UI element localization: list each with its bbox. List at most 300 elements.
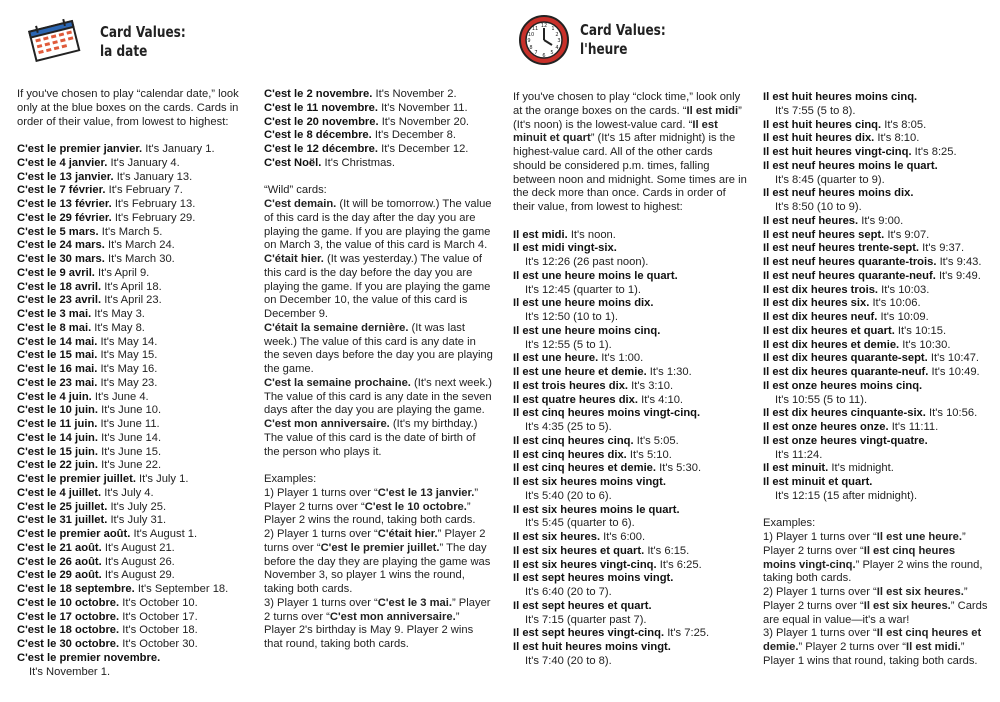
date-card-item xyxy=(17,294,257,308)
time-card-french: Il est sept heures moins vingt. xyxy=(513,572,674,585)
ex-french: C'est le premier juillet. xyxy=(320,541,440,554)
clock-icon xyxy=(518,14,570,66)
time-card-french: Il est six heures vingt-cinq. xyxy=(513,558,657,571)
date-intro-line3: order of their value, from lowest to highest: xyxy=(17,115,229,128)
date-card-translation: It's August 1. xyxy=(133,528,198,540)
time-card-french: Il est cinq heures dix. xyxy=(513,448,627,461)
date-card-translation: It's November 20. xyxy=(381,115,470,128)
time-card-translation: It's 9:07. xyxy=(887,228,930,241)
time-card-item xyxy=(763,242,988,256)
date-card-translation: It's June 15. xyxy=(101,445,162,458)
date-card-item xyxy=(17,363,257,377)
date-card-translation: It's March 24. xyxy=(107,239,175,252)
date-intro-line1: If you've chosen to play “calendar date,” look xyxy=(17,88,239,100)
date-card-list-1 xyxy=(17,143,257,652)
date-card-item xyxy=(17,212,257,226)
time-card-item xyxy=(513,325,748,339)
time-card-translation: It's 5:45 (quarter to 6). xyxy=(525,517,635,530)
time-card-item xyxy=(763,435,988,449)
date-card-item xyxy=(17,267,257,281)
time-card-item xyxy=(763,132,988,146)
wild-demain-text: (It will be tomorrow.) The value of this card is the day after the day you are playing the game. If you are playing the game on March 3, the value of this card is March 4. xyxy=(264,198,492,252)
time-card-french: Il est midi. xyxy=(513,228,568,241)
ex-text: ” Player 2's birthday is May 9. Player 2 wins that round, taking both cards. xyxy=(264,610,474,650)
date-card-translation: It's May 8. xyxy=(94,321,145,334)
ex-text: 1) Player 1 turns over “ xyxy=(763,531,877,543)
ex-french: C'est le 10 octobre. xyxy=(364,500,467,513)
time-card-item xyxy=(763,256,988,270)
time-card-item xyxy=(513,627,748,641)
time-card-french: Il est cinq heures moins vingt-cinq. xyxy=(513,407,701,420)
time-card-french: Il est trois heures dix. xyxy=(513,379,629,392)
time-card-translation: It's 6:00. xyxy=(603,531,646,543)
ex-text: ” Player 2 turns over “ xyxy=(763,586,968,612)
time-card-list-2 xyxy=(763,91,988,504)
wild-hier xyxy=(264,253,494,322)
date-card-item xyxy=(17,308,257,322)
wild-anniv-text: (It's my birthday.) The value of this card is the date of birth of the person who plays it. xyxy=(264,418,478,458)
time-header xyxy=(518,14,690,66)
time-card-item xyxy=(763,160,988,174)
time-card-translation: It's 12:26 (26 past noon). xyxy=(525,256,649,268)
time-card-item xyxy=(763,339,988,353)
date-card-item xyxy=(17,404,257,418)
date-card-french: C'est le 12 décembre. xyxy=(264,143,378,155)
date-card-french: C'est le 15 mai. xyxy=(17,349,98,362)
intro-text: If you've chosen to play “clock time,” look only at the orange boxes on the cards. “ xyxy=(513,91,741,117)
time-card-item xyxy=(513,531,748,545)
ex-text: ” Player 2 turns over “ xyxy=(264,486,479,513)
ex-french: C'était hier. xyxy=(377,528,438,540)
time-card-translation: It's 10:09. xyxy=(880,311,929,323)
time-card-item xyxy=(763,380,988,394)
svg-text:2: 2 xyxy=(555,32,559,38)
time-card-item xyxy=(513,476,748,490)
date-card-item xyxy=(17,171,257,185)
ex-text: ” Player 2 turns over “ xyxy=(264,528,486,554)
time-card-item xyxy=(513,572,748,586)
time-card-translation: It's 1:00. xyxy=(601,352,644,365)
ex-text: 1) Player 1 turns over “ xyxy=(264,486,378,499)
date-card-french: C'est le 18 octobre. xyxy=(17,624,120,637)
svg-text:1: 1 xyxy=(551,26,555,32)
ex-text: 3) Player 1 turns over “ xyxy=(763,627,877,640)
date-card-translation: It's February 7. xyxy=(108,184,183,197)
time-card-french: Il est huit heures moins cinq. xyxy=(763,91,918,103)
time-card-french: Il est dix heures et quart. xyxy=(763,324,895,337)
date-card-french: C'est le 29 février. xyxy=(17,211,112,224)
date-card-item xyxy=(264,143,494,157)
date-card-item xyxy=(17,184,257,198)
date-card-item xyxy=(17,198,257,212)
time-column-1 xyxy=(513,91,748,669)
date-card-translation: It's August 29. xyxy=(104,569,175,582)
date-card-french: C'est le 20 novembre. xyxy=(264,115,379,128)
time-card-translation: It's 8:05. xyxy=(884,118,927,131)
date-card-french: C'est le premier novembre. xyxy=(17,651,161,664)
time-card-french: Il est quatre heures dix. xyxy=(513,393,638,406)
time-card-translation: It's 4:10. xyxy=(641,393,684,406)
ex-french: Il est six heures. xyxy=(863,599,951,612)
time-card-french: Il est six heures moins vingt. xyxy=(513,476,666,488)
ex-french: Il est cinq heures moins vingt-cinq. xyxy=(763,544,956,571)
time-card-french: Il est une heure. xyxy=(513,352,599,365)
date-card-french: C'est le 10 juin. xyxy=(17,404,99,417)
date-card-french: C'est le 23 avril. xyxy=(17,294,102,307)
time-card-item xyxy=(763,187,988,201)
ex-french: C'est le 13 janvier. xyxy=(377,486,475,499)
date-card-french: C'est le 8 mai. xyxy=(17,321,92,334)
time-card-translation: It's 6:15. xyxy=(647,544,690,557)
date-card-item xyxy=(17,143,257,157)
wild-hier-text: (It was yesterday.) The value of this card is the day before the day you are playing the game. If you are playing the game on December 10, the value of this card is December 9. xyxy=(264,253,491,320)
date-card-translation: It's April 18. xyxy=(104,280,162,293)
wild-prochaine-french: C'est la semaine prochaine. xyxy=(264,376,411,389)
time-card-translation: It's 10:30. xyxy=(902,338,951,351)
time-card-french: Il est huit heures dix. xyxy=(763,132,875,145)
time-card-french: Il est sept heures et quart. xyxy=(513,599,652,612)
svg-text:9: 9 xyxy=(527,38,531,44)
date-card-item xyxy=(17,473,257,487)
time-card-french: Il est minuit et quart. xyxy=(763,476,873,488)
ex-french: Il est six heures. xyxy=(876,586,964,598)
date-card-item xyxy=(17,239,257,253)
time-card-french: Il est minuit. xyxy=(763,462,829,475)
date-card-item xyxy=(17,583,257,597)
time-card-translation: It's 10:15. xyxy=(897,324,947,337)
time-card-translation: It's 11:11. xyxy=(891,421,939,433)
date-card-translation: It's November 2. xyxy=(375,88,457,100)
date-card-translation: It's October 10. xyxy=(122,596,198,609)
time-examples-heading: Examples: xyxy=(763,517,816,530)
date-card-item xyxy=(17,597,257,611)
time-card-item xyxy=(763,366,988,380)
ex-text: ” Player 2 turns over “ xyxy=(763,531,966,557)
time-card-translation: It's 6:25. xyxy=(659,558,702,571)
time-card-french: Il est huit heures moins vingt. xyxy=(513,641,671,653)
ex-text: ” Player 2 wins the round, taking both cards. xyxy=(264,500,476,527)
time-card-item xyxy=(513,545,748,559)
time-card-translation: It's 12:55 (5 to 1). xyxy=(525,338,612,351)
time-card-french: Il est dix heures et demie. xyxy=(763,338,900,351)
time-card-item xyxy=(763,146,988,160)
time-example-3 xyxy=(763,627,988,668)
ex-text: 2) Player 1 turns over “ xyxy=(264,528,378,540)
wild-anniversaire xyxy=(264,418,494,459)
time-card-translation: It's 8:45 (quarter to 9). xyxy=(775,173,885,186)
date-card-translation: It's November 1. xyxy=(29,665,111,678)
date-column-2 xyxy=(264,88,494,652)
time-card-translation: It's 12:15 (15 after midnight). xyxy=(775,489,918,502)
date-card-french: C'est le 8 décembre. xyxy=(264,129,372,142)
time-card-item xyxy=(513,504,748,518)
time-card-translation: It's 6:40 (20 to 7). xyxy=(525,586,612,598)
time-example-1 xyxy=(763,531,988,586)
date-card-french: C'est le 5 mars. xyxy=(17,225,99,238)
time-card-translation: It's 9:49. xyxy=(938,269,981,282)
ex-text: 2) Player 1 turns over “ xyxy=(763,586,877,598)
date-card-translation: It's August 26. xyxy=(104,555,175,568)
ex-text: ” Cards are equal in value—it's a war! xyxy=(763,599,988,626)
date-card-item xyxy=(17,638,257,652)
date-card-item xyxy=(17,281,257,295)
time-card-french: Il est sept heures vingt-cinq. xyxy=(513,627,665,640)
time-card-french: Il est dix heures quarante-neuf. xyxy=(763,366,929,378)
date-card-translation: It's October 17. xyxy=(122,610,198,623)
date-card-item xyxy=(17,459,257,473)
date-card-item xyxy=(17,569,257,583)
ex-text: ” Player 2 wins the round, taking both cards. xyxy=(763,558,983,585)
time-card-translation: It's 10:47. xyxy=(930,352,980,365)
date-card-french: C'est le 17 octobre. xyxy=(17,610,120,623)
ex-text: ” The day before the day they are playing the game was November 3, so player 1 wins the round, taking both cards. xyxy=(264,541,491,595)
date-card-translation: It's June 10. xyxy=(101,404,162,417)
time-card-french: Il est six heures et quart. xyxy=(513,544,645,557)
date-card-translation: It's June 22. xyxy=(101,459,162,472)
time-card-item xyxy=(513,352,748,366)
time-card-french: Il est onze heures moins cinq. xyxy=(763,379,923,392)
date-card-translation: It's June 14. xyxy=(101,431,162,444)
time-card-item xyxy=(763,91,988,105)
ex-text: ” Player 2 turns over “ xyxy=(798,641,907,653)
ex-french: Il est une heure. xyxy=(876,531,962,543)
date-card-translation: It's October 30. xyxy=(122,638,198,650)
wild-prochaine xyxy=(264,377,494,418)
time-card-item xyxy=(763,352,988,366)
date-card-item xyxy=(17,253,257,267)
date-card-french: C'est le premier janvier. xyxy=(17,143,143,155)
date-card-translation: It's December 12. xyxy=(381,143,469,155)
date-card-translation: It's May 15. xyxy=(100,349,158,362)
time-card-translation: It's 1:30. xyxy=(649,366,692,378)
date-card-translation: It's January 4. xyxy=(110,156,180,169)
time-card-item xyxy=(513,462,748,476)
date-card-french: C'est le 29 août. xyxy=(17,569,102,582)
date-card-french: C'est le 26 août. xyxy=(17,555,102,568)
date-card-translation: It's November 11. xyxy=(381,101,468,114)
date-card-item xyxy=(17,501,257,515)
time-card-item xyxy=(763,476,988,490)
time-card-item xyxy=(763,325,988,339)
date-card-item xyxy=(17,624,257,638)
date-header xyxy=(26,18,210,62)
date-card-french: C'est le 4 juin. xyxy=(17,390,92,403)
date-card-item xyxy=(264,102,494,116)
intro-text: ” (It's noon) is the lowest-value card. “ xyxy=(513,104,742,131)
date-card-translation: It's August 21. xyxy=(104,541,175,554)
time-card-french: Il est dix heures trois. xyxy=(763,283,879,296)
svg-text:10: 10 xyxy=(527,32,535,38)
time-card-item xyxy=(513,559,748,573)
time-card-item xyxy=(763,462,988,476)
time-card-translation: It's 10:55 (5 to 11). xyxy=(775,393,868,406)
time-card-french: Il est onze heures vingt-quatre. xyxy=(763,434,928,447)
date-card-item xyxy=(17,446,257,460)
wild-anniv-french: C'est mon anniversaire. xyxy=(264,418,390,430)
time-card-french: Il est midi vingt-six. xyxy=(513,242,617,255)
time-card-translation: It's 7:25. xyxy=(667,627,710,640)
time-card-item xyxy=(513,366,748,380)
intro-french: Il est minuit et quart xyxy=(513,118,718,145)
date-card-item xyxy=(17,226,257,240)
time-example-2 xyxy=(763,586,988,627)
time-card-translation: It's 10:03. xyxy=(881,283,930,296)
svg-text:3: 3 xyxy=(557,38,561,44)
time-card-translation: It's 3:10. xyxy=(631,379,674,392)
date-card-translation: It's July 25. xyxy=(110,500,167,513)
time-card-french: Il est cinq heures et demie. xyxy=(513,462,657,475)
date-card-item xyxy=(17,157,257,171)
wild-demain xyxy=(264,198,494,253)
time-card-item xyxy=(513,394,748,408)
date-card-translation: It's January 13. xyxy=(116,170,193,183)
time-card-french: Il est une heure moins le quart. xyxy=(513,269,678,282)
time-card-item xyxy=(763,270,988,284)
time-card-translation: It's 7:15 (quarter past 7). xyxy=(525,613,647,626)
intro-text: ” (It's 15 after midnight) is the highest-value card. All of the other cards should be considered p.m. times, falling between noon and midnight. Some times are in the deck more than once. Cards in order of their value, from lowest to highest: xyxy=(513,132,747,213)
time-card-french: Il est dix heures cinquante-six. xyxy=(763,407,926,420)
date-card-french: C'est le premier août. xyxy=(17,528,131,540)
time-column-2 xyxy=(763,91,988,669)
date-card-french: C'est le 4 janvier. xyxy=(17,156,108,169)
date-card-item xyxy=(17,528,257,542)
time-card-item xyxy=(763,215,988,229)
date-card-item xyxy=(17,652,257,666)
time-card-item xyxy=(763,119,988,133)
date-card-translation: It's March 5. xyxy=(101,225,163,238)
date-card-french: C'est le 18 septembre. xyxy=(17,583,135,595)
date-card-item xyxy=(17,391,257,405)
date-card-item xyxy=(17,349,257,363)
date-title-line2: la date xyxy=(100,42,148,60)
svg-text:8: 8 xyxy=(529,45,533,51)
time-card-translation: It's noon. xyxy=(570,228,616,241)
date-card-translation: It's May 23. xyxy=(100,376,158,389)
time-card-french: Il est huit heures cinq. xyxy=(763,118,882,131)
time-card-item xyxy=(513,242,748,256)
time-card-item xyxy=(513,641,748,655)
date-card-translation: It's March 30. xyxy=(107,253,175,265)
time-title-line2: l'heure xyxy=(580,40,628,58)
date-card-french: C'est le 18 avril. xyxy=(17,280,102,293)
time-card-translation: It's 5:30. xyxy=(659,462,702,475)
date-card-item xyxy=(17,514,257,528)
date-card-item xyxy=(17,336,257,350)
time-card-translation: It's 8:50 (10 to 9). xyxy=(775,201,862,213)
date-card-translation: It's December 8. xyxy=(374,129,456,142)
time-card-french: Il est onze heures onze. xyxy=(763,421,889,433)
date-title-line1: Card Values: xyxy=(100,23,186,41)
date-intro-line2: only at the blue boxes on the cards. Cards in xyxy=(17,101,239,114)
time-card-translation: It's 7:55 (5 to 8). xyxy=(775,104,856,117)
time-card-item xyxy=(513,229,748,243)
wild-derniere-french: C'était la semaine dernière. xyxy=(264,321,409,334)
time-card-translation: It's 9:43. xyxy=(939,256,982,268)
svg-text:11: 11 xyxy=(531,26,539,32)
wild-derniere xyxy=(264,322,494,377)
time-card-translation: It's 5:05. xyxy=(636,434,679,447)
time-card-french: Il est neuf heures quarante-neuf. xyxy=(763,269,936,282)
time-card-french: Il est huit heures vingt-cinq. xyxy=(763,146,912,158)
wild-demain-french: C'est demain. xyxy=(264,198,337,210)
date-card-item xyxy=(17,487,257,501)
date-card-french: C'est le 15 juin. xyxy=(17,445,99,458)
date-card-translation: It's July 31. xyxy=(110,514,167,527)
ex-french: C'est le 3 mai. xyxy=(377,596,452,609)
date-card-translation: It's May 16. xyxy=(100,363,158,375)
time-card-item xyxy=(763,311,988,325)
date-card-item xyxy=(17,556,257,570)
date-card-translation: It's February 29. xyxy=(114,211,196,224)
time-card-french: Il est neuf heures moins dix. xyxy=(763,187,914,200)
ex-text: ” Player 2 turns over “ xyxy=(264,596,491,623)
time-card-french: Il est dix heures six. xyxy=(763,297,870,310)
time-card-french: Il est une heure moins dix. xyxy=(513,297,654,310)
time-card-translation: It's 12:50 (10 to 1). xyxy=(525,311,618,323)
date-card-french: C'est le premier juillet. xyxy=(17,473,136,485)
svg-text:12: 12 xyxy=(540,23,548,29)
time-intro xyxy=(513,91,748,215)
time-card-french: Il est neuf heures sept. xyxy=(763,228,885,241)
date-card-item xyxy=(17,611,257,625)
date-examples-heading: Examples: xyxy=(264,473,317,485)
date-card-french: C'est le 13 février. xyxy=(17,198,112,210)
wild-prochaine-text: (It's next week.) The value of this card is any date in the seven days after the day you are playing the game. xyxy=(264,376,493,417)
date-card-french: C'est le 11 juin. xyxy=(17,418,98,430)
time-card-french: Il est une heure moins cinq. xyxy=(513,324,661,337)
date-card-item xyxy=(264,129,494,143)
date-card-french: C'est le 9 avril. xyxy=(17,266,95,279)
svg-text:6: 6 xyxy=(542,53,546,59)
date-example-2 xyxy=(264,528,494,597)
time-card-item xyxy=(763,229,988,243)
time-card-item xyxy=(763,297,988,311)
date-card-item xyxy=(17,322,257,336)
time-card-item xyxy=(513,435,748,449)
date-card-list-2 xyxy=(264,88,494,171)
date-card-item xyxy=(17,418,257,432)
time-card-french: Il est six heures. xyxy=(513,531,601,543)
svg-text:4: 4 xyxy=(555,45,559,51)
time-card-translation: It's 7:40 (20 to 8). xyxy=(525,654,612,667)
date-card-translation: It's July 1. xyxy=(139,473,189,485)
date-card-translation: It's April 23. xyxy=(104,294,162,307)
time-card-translation: It's 10:06. xyxy=(872,297,921,310)
date-card-french: C'est le 7 février. xyxy=(17,184,106,197)
time-card-item xyxy=(513,270,748,284)
date-card-french: C'est le 22 juin. xyxy=(17,459,99,472)
time-card-translation: It's 12:45 (quarter to 1). xyxy=(525,283,641,296)
date-card-french: C'est le 4 juillet. xyxy=(17,486,102,499)
time-card-translation: It's 8:25. xyxy=(914,146,957,158)
time-card-french: Il est neuf heures moins le quart. xyxy=(763,159,938,172)
date-card-french: C'est le 2 novembre. xyxy=(264,88,373,100)
date-card-translation: It's April 9. xyxy=(98,266,150,279)
date-card-french: C'est le 23 mai. xyxy=(17,376,98,389)
ex-french: C'est mon anniversaire. xyxy=(329,610,456,623)
time-card-item xyxy=(763,421,988,435)
time-card-translation: It's 9:37. xyxy=(922,242,965,255)
time-card-translation: It's 5:10. xyxy=(629,448,672,461)
date-card-translation: It's May 3. xyxy=(94,308,145,320)
time-card-french: Il est dix heures neuf. xyxy=(763,311,878,323)
date-example-3 xyxy=(264,597,494,652)
date-card-french: C'est le 14 mai. xyxy=(17,335,98,348)
date-card-item xyxy=(17,542,257,556)
intro-french: Il est midi xyxy=(686,104,739,117)
date-card-french: C'est le 24 mars. xyxy=(17,239,105,252)
time-card-french: Il est cinq heures cinq. xyxy=(513,434,634,447)
